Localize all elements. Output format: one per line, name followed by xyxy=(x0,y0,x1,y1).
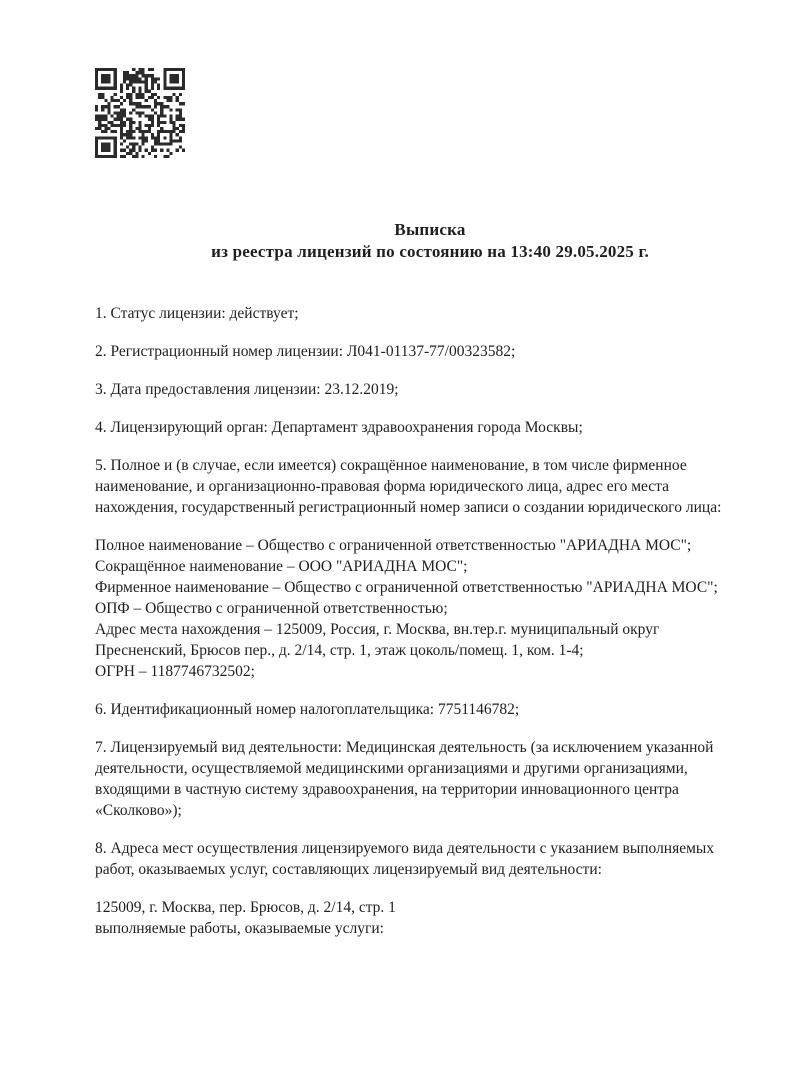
paragraph-item-7-licensed-activity xyxy=(95,737,767,821)
text-line: Пресненский, Брюсов пер., д. 2/14, стр. 1, этаж цоколь/помещ. 1, ком. 1-4; xyxy=(95,642,584,659)
document-title-line-2: из реестра лицензий по состоянию на 13:40 29.05.2025 г. xyxy=(211,242,649,261)
paragraph-item-4-licensing-authority xyxy=(95,417,767,438)
paragraph-item-6-taxpayer-number xyxy=(95,699,767,720)
text-line: работ, оказываемых услуг, составляющих лицензируемый вид деятельности: xyxy=(95,861,602,878)
text-line: 2. Регистрационный номер лицензии: Л041-01137-77/00323582; xyxy=(95,343,516,360)
text-line: Сокращённое наименование – ООО "АРИАДНА МОС"; xyxy=(95,558,468,575)
document-title xyxy=(95,219,765,263)
text-line: 125009, г. Москва, пер. Брюсов, д. 2/14, стр. 1 xyxy=(95,899,396,916)
text-line: Адрес места нахождения – 125009, Россия, г. Москва, вн.тер.г. муниципальный округ xyxy=(95,621,660,638)
text-line: 4. Лицензирующий орган: Департамент здравоохранения города Москвы; xyxy=(95,419,583,436)
paragraph-item-8-addresses-heading xyxy=(95,838,767,880)
text-line: 6. Идентификационный номер налогоплательщика: 7751146782; xyxy=(95,701,520,718)
text-line: Фирменное наименование – Общество с ограниченной ответственностью "АРИАДНА МОС"; xyxy=(95,579,718,596)
text-line: нахождения, государственный регистрационный номер записи о создании юридического лица: xyxy=(95,499,722,516)
text-line: 3. Дата предоставления лицензии: 23.12.2019; xyxy=(95,381,399,398)
text-line: выполняемые работы, оказываемые услуги: xyxy=(95,920,384,937)
paragraph-item-5-organization-details xyxy=(95,535,767,682)
paragraph-item-5-names-heading xyxy=(95,455,767,518)
document-body xyxy=(95,303,767,956)
text-line: «Сколково»); xyxy=(95,802,182,819)
paragraph-item-8-address-details xyxy=(95,897,767,939)
text-line: деятельности, осуществляемой медицинскими организациями и другими организациями, xyxy=(95,760,688,777)
text-line: 8. Адреса мест осуществления лицензируемого вида деятельности с указанием выполняемых xyxy=(95,840,715,857)
text-line: 5. Полное и (в случае, если имеется) сокращённое наименование, в том числе фирменное xyxy=(95,457,687,474)
text-line: Полное наименование – Общество с ограниченной ответственностью "АРИАДНА МОС"; xyxy=(95,537,692,554)
text-line: ОПФ – Общество с ограниченной ответственностью; xyxy=(95,600,448,617)
text-line: 7. Лицензируемый вид деятельности: Медицинская деятельность (за исключением указанной xyxy=(95,739,714,756)
text-line: наименование, и организационно-правовая форма юридического лица, адрес его места xyxy=(95,478,670,495)
document-title-line-1: Выписка xyxy=(394,220,466,239)
text-line: входящими в частную систему здравоохранения, на территории инновационного центра xyxy=(95,781,679,798)
qr-code-icon xyxy=(95,68,185,158)
paragraph-item-3-grant-date xyxy=(95,379,767,400)
paragraph-item-1-license-status xyxy=(95,303,767,324)
paragraph-item-2-registration-number xyxy=(95,341,767,362)
qr-code-image xyxy=(95,68,185,158)
text-line: ОГРН – 1187746732502; xyxy=(95,663,255,680)
text-line: 1. Статус лицензии: действует; xyxy=(95,305,299,322)
